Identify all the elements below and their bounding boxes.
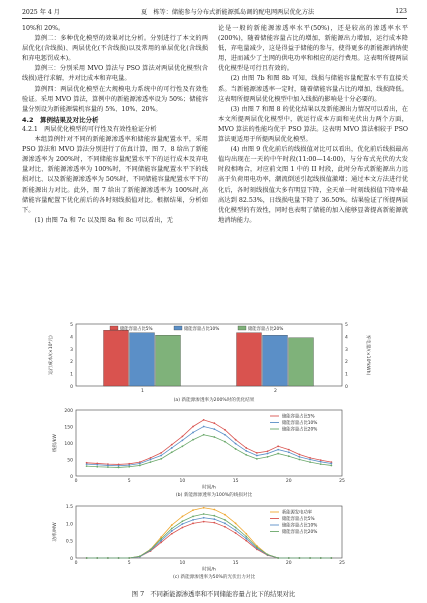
data-point	[330, 465, 332, 467]
data-point	[86, 463, 88, 465]
data-point	[320, 463, 322, 465]
x-tick-label: 0	[74, 561, 78, 566]
y-tick-label: 3	[70, 347, 73, 353]
legend-label: 储能容量占比10%	[184, 326, 220, 332]
data-point	[288, 449, 290, 451]
data-point	[245, 533, 247, 535]
data-point	[256, 458, 258, 460]
data-point	[150, 459, 152, 461]
data-point	[171, 524, 173, 526]
legend-label: 储能容量占比5%	[282, 414, 315, 420]
data-point	[150, 457, 152, 459]
header-date: 2025 年 4 月	[22, 9, 60, 16]
x-tick-label: 10	[179, 479, 186, 484]
data-point	[128, 464, 130, 466]
data-point	[256, 452, 258, 454]
data-point	[171, 533, 173, 535]
y2-tick-label: 2	[345, 360, 348, 366]
y-tick-label: 0.5	[65, 539, 73, 545]
data-point	[309, 557, 311, 559]
data-point	[245, 538, 247, 540]
y-axis-label: 功率/MW	[53, 522, 58, 542]
data-point	[235, 439, 237, 441]
y-tick-label: 1.5	[65, 505, 73, 510]
data-point	[235, 448, 237, 450]
x-tick-label: 20	[285, 561, 292, 566]
y-tick-label: 2	[70, 360, 73, 366]
data-point	[320, 461, 322, 463]
x-tick-label: 25	[339, 561, 345, 566]
data-point	[150, 549, 152, 551]
data-point	[86, 557, 88, 559]
data-point	[277, 445, 279, 447]
subsection-heading: 4.2.1 两层优化模型的可行性及有效性验证分析	[22, 125, 157, 133]
data-point	[309, 459, 311, 461]
data-point	[277, 449, 279, 451]
x-axis-label: 时间/h	[202, 485, 216, 491]
y-tick-label: 200	[64, 409, 73, 414]
data-point	[192, 522, 194, 524]
data-point	[203, 513, 205, 515]
paragraph: 论是一般的新能源渗透率水平(50%)，还是较高的渗透率水平(200%)，随着储能容量占比的增加，新能源出力增加，运行成本降低，弃电量减少，这是得益于储能的参与，使得更多的新能源消纳使用，进而减少了主网的供电功率和相应的运行费用。这表明所提两层优化模型是可行且有效的。	[218, 25, 408, 73]
x-tick-label: 2	[274, 389, 277, 394]
x-tick-label: 5	[127, 479, 131, 484]
data-point	[192, 439, 194, 441]
y-tick-label: 4	[70, 335, 73, 341]
paragraph: (1) 由图 7a 和 7c 以及图 8a 和 8c 可以看出，无	[34, 216, 173, 224]
data-point	[330, 463, 332, 465]
data-point	[182, 520, 184, 522]
data-point	[96, 464, 98, 466]
paragraph: 10%和 20%。	[22, 25, 65, 32]
data-point	[107, 466, 109, 468]
data-point	[192, 509, 194, 511]
paragraph: (3) 由图 7 和图 8 的优化结果以及新能源出力情况可以看出，在本文所提两层优化模型中，就运行成本方面和光伏出力两个方面，MVO 算法的性能均优于 PSO 算法。这表明 MVO 算法相较于 PSO 算法更适用于所提两层优化模型。	[218, 105, 408, 144]
data-point	[213, 509, 215, 511]
data-point	[213, 518, 215, 520]
x-tick-label: 25	[339, 479, 345, 484]
data-point	[213, 515, 215, 517]
data-point	[224, 522, 226, 524]
data-point	[182, 436, 184, 438]
data-point	[150, 461, 152, 463]
data-point	[128, 466, 130, 468]
y-tick-label: 1	[70, 372, 73, 378]
data-point	[299, 557, 301, 559]
legend-label: 新能源发电功率	[282, 510, 313, 516]
data-point	[213, 428, 215, 430]
y-tick-label: 150	[64, 425, 73, 431]
data-point	[245, 454, 247, 456]
bar	[237, 333, 262, 386]
data-point	[235, 527, 237, 529]
data-point	[192, 516, 194, 518]
bar	[263, 335, 288, 386]
data-point	[245, 450, 247, 452]
paragraph: (4) 由图 9 优化前后的线损值对比可以看出，优化前后线损最高值均出现在一天的中午时段(11:00—14:00)，与分布式光伏的大发时段相吻合，对应前文图 1 中的 II 时段，此时分布式新能源出力远高于负荷用电功率，潮流倒送引起线损值激增；通过本文方法进行优化后，各时刻线损值大多有明显下降，全天单一时刻线损值下降率最高达到 82.53%，日线损电量下降了 36.50%。结果验证了所提两层优化模型的有效性，同时也表明了储能的加入能够显著提高新能源就地消纳能力。	[218, 146, 408, 224]
data-point	[182, 516, 184, 518]
data-point	[171, 528, 173, 530]
figure-7	[24, 316, 404, 588]
data-point	[267, 450, 269, 452]
data-point	[139, 555, 141, 557]
data-point	[235, 443, 237, 445]
data-point	[299, 459, 301, 461]
legend-swatch	[110, 326, 118, 330]
data-point	[182, 445, 184, 447]
legend-label: 储能容量占比20%	[282, 427, 318, 433]
data-point	[288, 451, 290, 453]
data-point	[182, 523, 184, 525]
data-point	[277, 557, 279, 559]
y-tick-label: 100	[64, 442, 73, 447]
data-point	[288, 455, 290, 457]
data-point	[224, 519, 226, 521]
data-point	[267, 554, 269, 556]
paragraph: 算例三：分别采用 MVO 算法与 PSO 算法对两层优化模型(含线损)进行求解，并对比成本和弃电量。	[22, 65, 208, 83]
data-point	[299, 454, 301, 456]
data-point	[213, 436, 215, 438]
data-point	[320, 459, 322, 461]
data-point	[118, 467, 120, 469]
data-point	[107, 557, 109, 559]
right-column	[218, 24, 408, 226]
data-point	[224, 514, 226, 516]
data-point	[203, 419, 205, 421]
data-point	[86, 465, 88, 467]
panel-a-title: (a) 新能源渗透率为200%时的优化结果	[173, 398, 255, 403]
data-point	[256, 455, 258, 457]
data-point	[203, 517, 205, 519]
legend-label: 储能容量占比10%	[282, 421, 318, 427]
y2-tick-label: 1	[345, 372, 348, 378]
y-tick-label: 0	[70, 557, 73, 562]
figure-7-chart	[24, 316, 404, 588]
data-point	[224, 429, 226, 431]
paragraph: 算例四：两层优化模型在大规模电力系统中的可行性及有效性验证。采用 MVO 算法，算例中的新能源渗透率设为 50%；储能容量分别设为新能源装机容量的 5%、10%、20%。	[22, 85, 208, 113]
data-point	[107, 465, 109, 467]
y-tick-label: 1.0	[65, 522, 73, 528]
paragraph: 本组算例针对不同的新能源渗透率和储能容量配置水平，采用 PSO 算法和 MVO 算法分别进行了仿真计算，图 7、8 给出了新能源渗透率为 200%时，不同储能容量配置水平下的运行成本及弃电量对比、新能源渗透率为 100%时，不同储能容量配置水平下的线损对比、以及新能源渗透率为 50%时，不同储能容量配置水平下的新能源出力对比。此外，图 7 给出了新能源渗透率为 100%时,高储能容量配置下优化前后的各时刻线损值对比。根据结果，分析如下。	[22, 136, 208, 214]
paragraph: (2) 由图 7b 和图 8b 可知，线损与储能容量配置水平有直接关系。当新能源渗透率一定时，随着储能容量占比的增加，线损降低。这表明所提两层优化模型中加入线损的影响是十分必要的。	[218, 75, 408, 103]
legend-swatch	[238, 326, 246, 330]
data-point	[235, 532, 237, 534]
data-point	[320, 557, 322, 559]
series-line	[87, 435, 332, 468]
data-point	[171, 530, 173, 532]
data-point	[213, 422, 215, 424]
y2-tick-label: 5	[345, 323, 348, 328]
data-point	[192, 426, 194, 428]
data-point	[267, 456, 269, 458]
data-point	[245, 540, 247, 542]
y-tick-label: 0	[70, 385, 73, 390]
data-point	[160, 458, 162, 460]
header-page-number: 123	[395, 8, 407, 15]
panel-b-title: (b) 新能源渗透率为100%的线损对比	[175, 493, 253, 498]
data-point	[309, 461, 311, 463]
section-heading: 4.2 算例结果及对比分析	[22, 115, 99, 124]
data-point	[182, 439, 184, 441]
running-header	[22, 7, 407, 19]
data-point	[256, 546, 258, 548]
legend-label: 储能容量占比5%	[120, 326, 153, 332]
data-point	[160, 455, 162, 457]
legend-label: 储能容量占比20%	[282, 530, 318, 536]
data-point	[203, 521, 205, 523]
legend-swatch	[174, 326, 182, 330]
legend-label: 储能容量占比20%	[248, 326, 284, 332]
data-point	[160, 538, 162, 540]
data-point	[277, 453, 279, 455]
y2-tick-label: 0	[345, 385, 348, 390]
data-point	[288, 557, 290, 559]
left-column	[22, 24, 208, 226]
data-point	[224, 526, 226, 528]
x-tick-label: 20	[285, 479, 292, 484]
data-point	[118, 557, 120, 559]
x-tick-label: 10	[179, 561, 186, 566]
data-point	[235, 522, 237, 524]
y2-tick-label: 3	[345, 347, 348, 353]
data-point	[213, 522, 215, 524]
legend-label: 储能容量占比10%	[282, 523, 318, 529]
bar	[130, 333, 155, 386]
y-tick-label: 5	[70, 323, 73, 328]
data-point	[118, 465, 120, 467]
x-tick-label: 15	[232, 479, 239, 484]
data-point	[330, 557, 332, 559]
data-point	[128, 557, 130, 559]
y2-axis-label: 弃电量/(×10⁴kWh)	[365, 334, 370, 376]
data-point	[192, 432, 194, 434]
y-axis-label: 运行成本/(×10⁴元)	[49, 335, 54, 375]
data-point	[182, 527, 184, 529]
data-point	[245, 536, 247, 538]
y-tick-label: 50	[67, 458, 73, 464]
paragraph: 算例二：多种优化模型的效果对比分析。分别进行了本文的两层优化(含线损)、两层优化(不含线损)以及常用的单层优化(含线损和弃电惩罚成本)。	[22, 35, 208, 63]
data-point	[139, 465, 141, 467]
x-tick-label: 0	[74, 479, 78, 484]
data-point	[245, 447, 247, 449]
data-point	[171, 447, 173, 449]
bar	[156, 335, 181, 386]
x-tick-label: 15	[232, 561, 239, 566]
figure-caption: 图 7 不同新能源渗透率和不同储能容量占比下的结果对比	[131, 591, 296, 598]
data-point	[171, 451, 173, 453]
x-tick-label: 5	[127, 561, 131, 566]
data-point	[224, 434, 226, 436]
x-tick-label: 1	[141, 389, 144, 394]
data-point	[224, 441, 226, 443]
y-tick-label: 0	[70, 475, 73, 480]
legend-label: 储能容量占比5%	[282, 517, 315, 523]
bar	[104, 330, 129, 386]
data-point	[203, 434, 205, 436]
y2-tick-label: 4	[345, 335, 348, 341]
data-point	[171, 444, 173, 446]
data-point	[139, 463, 141, 465]
data-point	[299, 456, 301, 458]
data-point	[192, 519, 194, 521]
data-point	[160, 452, 162, 454]
plot-frame	[76, 410, 342, 476]
data-point	[235, 529, 237, 531]
bar	[289, 338, 314, 386]
data-point	[96, 557, 98, 559]
x-axis-label: 时间/h	[202, 567, 216, 573]
panel-c-title: (c) 新能源渗透率为50%的光伏出力对比	[172, 575, 256, 580]
data-point	[203, 426, 205, 428]
y-axis-label: 线损/kW	[53, 434, 58, 452]
header-title: 夏 栋等：储能参与分布式新能源孤岛调的配电网两层优化方法	[140, 9, 315, 16]
data-point	[96, 466, 98, 468]
data-point	[203, 507, 205, 509]
data-point	[309, 457, 311, 459]
data-point	[267, 453, 269, 455]
